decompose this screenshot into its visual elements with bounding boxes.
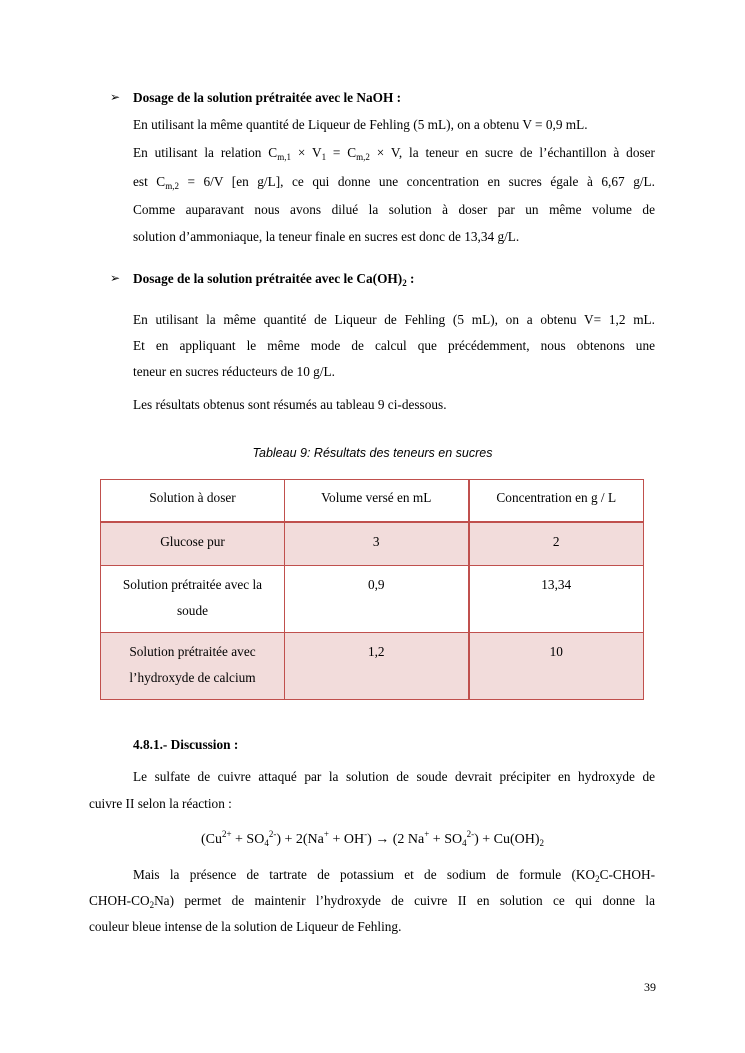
- paragraph-line: solution d’ammoniaque, la teneur finale en sucres est donc de 13,34 g/L.: [133, 229, 520, 244]
- paragraph-line: est $C_{m,2} = 6/V$ [en g/L], ce qui donne une concentration en sucres égale à 6,67 g/L.: [133, 174, 656, 191]
- table-cell: 1,2: [285, 633, 469, 700]
- table-cell: 3: [285, 522, 469, 566]
- table-cell: Solution prétraitée avec l’hydroxyde de calcium: [101, 633, 285, 700]
- page-number: 39: [644, 980, 656, 994]
- table-cell: Solution prétraitée avec la soude: [101, 566, 285, 633]
- header-cell: Solution à doser: [101, 480, 285, 523]
- results-table: [100, 479, 644, 700]
- paragraph-line: Les résultats obtenus sont résumés au tableau 9 ci-dessous.: [133, 397, 447, 412]
- paragraph-line: teneur en sucres réducteurs de 10 g/L.: [133, 364, 335, 379]
- table-header-row: [101, 480, 644, 523]
- table-row: [101, 522, 644, 566]
- table-cell: 2: [469, 522, 644, 566]
- paragraph-line: Mais la présence de tartrate de potassium et de sodium de formule ($KO_2C-CHOH-$: [133, 867, 655, 884]
- paragraph-line: cuivre II selon la réaction :: [89, 796, 232, 811]
- paragraph-line: Comme auparavant nous avons dilué la solution à doser par un même volume de: [133, 202, 655, 217]
- reaction-equation: $(Cu^{2+} + SO_4^{2-}) + 2(Na^+ + OH^-) \to (2$ $Na^+ + SO_4^{2-}) + Cu(OH)_2$: [200, 829, 545, 848]
- table-row: [101, 633, 644, 700]
- table-caption: Tableau 9: Résultats des teneurs en sucres: [252, 446, 493, 460]
- header-cell: Volume versé en mL: [285, 480, 469, 523]
- paragraph-line: En utilisant la même quantité de Liqueur de Fehling (5 mL), on a obtenu V= 1,2 mL.: [133, 312, 655, 327]
- paragraph-line: En utilisant la même quantité de Liqueur de Fehling (5 mL), on a obtenu V = 0,9 mL.: [133, 117, 588, 132]
- paragraph-line: Le sulfate de cuivre attaqué par la solution de soude devrait précipiter en hydroxyde de: [133, 769, 655, 784]
- table-row: [101, 566, 644, 633]
- header-cell: Concentration en g / L: [469, 480, 644, 523]
- table-cell: 13,34: [469, 566, 644, 633]
- paragraph-line: CHOH-$CO_2Na$) permet de maintenir l’hydroxyde de cuivre II en solution ce qui donne la: [89, 893, 655, 910]
- section-heading-naoh: Dosage de la solution prétraitée avec le NaOH :: [133, 90, 402, 105]
- table-cell: 0,9: [285, 566, 469, 633]
- table-cell: Glucose pur: [101, 522, 285, 566]
- discussion-heading: 4.8.1.- Discussion :: [133, 737, 239, 752]
- paragraph-line: En utilisant la relation $C_{m,1} \times V_1 = C_{m,2} \times V$, la teneur en sucre de l’échantillon à doser: [133, 145, 655, 162]
- arrow-bullet-icon: ➢: [110, 90, 121, 104]
- arrow-bullet-icon: ➢: [110, 271, 121, 285]
- paragraph-line: couleur bleue intense de la solution de Liqueur de Fehling.: [89, 919, 402, 934]
- paragraph-line: Et en appliquant le même mode de calcul que précédemment, nous obtenons une: [133, 338, 655, 353]
- table-cell: 10: [469, 633, 644, 700]
- section-heading-caoh2: Dosage de la solution prétraitée avec le $Ca(OH)_2$ :: [133, 271, 415, 288]
